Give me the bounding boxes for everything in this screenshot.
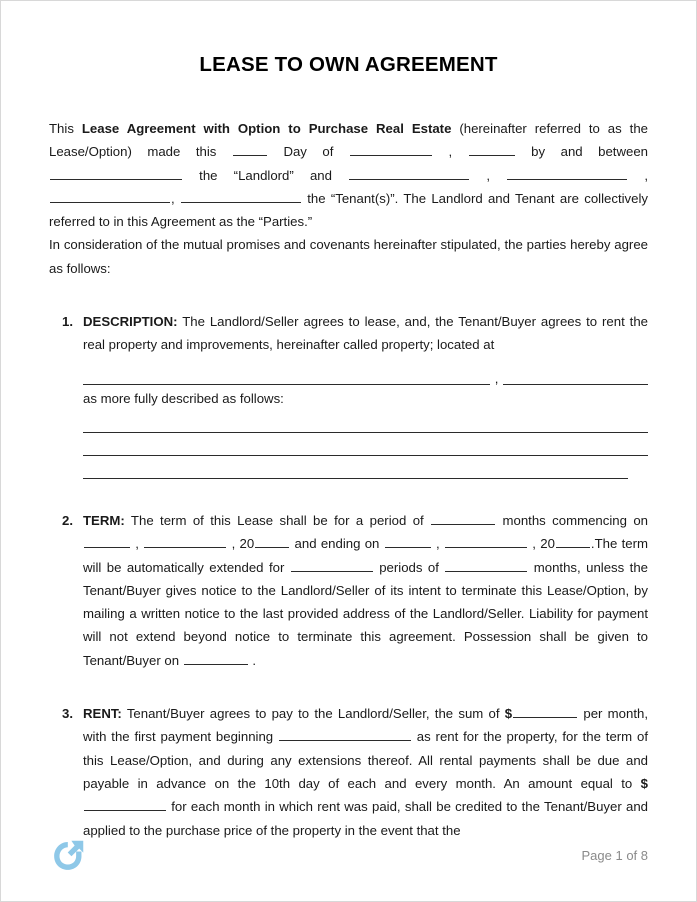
blank-year[interactable] xyxy=(469,143,515,156)
intro-paragraph xyxy=(49,117,648,233)
blank-property-city-state[interactable] xyxy=(503,371,648,385)
intro-by-between-label: by and between xyxy=(515,144,648,160)
blank-end-day[interactable] xyxy=(385,535,431,548)
page-number-label: Page 1 of 8 xyxy=(581,847,648,863)
external-link-circular-arrow-icon xyxy=(50,836,88,874)
term-text-1: The term of this Lease shall be for a period of xyxy=(124,512,431,528)
blank-extension-periods[interactable] xyxy=(291,559,373,572)
page-content xyxy=(1,1,696,901)
intro-comma-3: , xyxy=(628,167,648,183)
intro-comma-2: , xyxy=(470,167,507,183)
clause-rent xyxy=(49,702,648,842)
intro-landlord-label: the “Landlord” and xyxy=(183,167,349,183)
intro-tenant-label: the “Tenant(s)”. The Landlord and Tenant are collectively referred to in this Agreement as the “Parties.” xyxy=(49,190,648,230)
clause-description xyxy=(49,310,648,479)
term-text-5: and ending on xyxy=(290,536,384,552)
clause-body-2 xyxy=(83,509,648,672)
blank-credit-amount[interactable] xyxy=(84,798,166,811)
term-text-10: months, unless the Tenant/Buyer gives notice to the Landlord/Seller of its intent to terminate this Lease/Option, by mailing a written notice to the last provided address of the Landlord/Seller. Liability for payment will not extend beyond notice to terminate this agreement. Possession shall be given to Tenant/Buyer on xyxy=(83,559,648,668)
rent-text-1: Tenant/Buyer agrees to pay to the Landlord/Seller, the sum of xyxy=(121,706,505,722)
clause-term xyxy=(49,509,648,672)
address-blank-row xyxy=(83,371,648,385)
clause-number-1: 1. xyxy=(62,314,73,330)
clause-1-text: The Landlord/Seller agrees to lease, and, the Tenant/Buyer agrees to rent the real property and improvements, hereinafter called property; located at xyxy=(83,314,648,353)
blank-tenant-2[interactable] xyxy=(507,167,627,180)
intro-comma-4: , xyxy=(171,190,180,206)
rent-dollar-sign-2: $ xyxy=(640,775,648,791)
clause-number-2: 2. xyxy=(62,512,73,528)
intro-day-of-label: Day of xyxy=(267,144,349,160)
clause-heading-description: DESCRIPTION: xyxy=(83,314,178,330)
blank-tenant-3[interactable] xyxy=(50,190,170,203)
term-text-2: months commencing on xyxy=(496,512,648,528)
intro-comma-1: , xyxy=(432,144,468,160)
clause-heading-rent: RENT: xyxy=(83,706,122,722)
clause-heading-term: TERM: xyxy=(83,512,125,528)
blank-monthly-rent-amount[interactable] xyxy=(513,705,577,718)
description-line-1[interactable] xyxy=(83,432,648,433)
term-year-prefix-1: , 20 xyxy=(227,536,255,552)
blank-day-number[interactable] xyxy=(233,143,267,156)
address-comma: , xyxy=(494,370,499,386)
blank-start-year[interactable] xyxy=(255,535,289,548)
blank-start-day[interactable] xyxy=(84,535,130,548)
consideration-paragraph: In consideration of the mutual promises and covenants hereinafter stipulated, the parties hereby agree as follows: xyxy=(49,237,648,276)
term-text-8: .The term will be automatically extended for xyxy=(83,536,648,575)
description-line-3[interactable] xyxy=(83,478,628,479)
blank-tenant-1[interactable] xyxy=(349,167,469,180)
rent-text-4: for each month in which rent was paid, shall be credited to the Tenant/Buyer and applied to the purchase price of the property in the event that the xyxy=(83,799,648,838)
brand-logo[interactable] xyxy=(49,835,89,875)
rent-text-3: as rent for the property, for the term of this Lease/Option, and during any extensions thereof. All rental payments shall be due and payable in advance on the 10th day of each and every month. An amount equal to xyxy=(83,729,648,791)
blank-start-month[interactable] xyxy=(144,535,226,548)
clause-1-described-label: as more fully described as follows: xyxy=(83,390,284,406)
blank-first-payment-date[interactable] xyxy=(279,728,411,741)
term-comma-2: , xyxy=(431,536,444,552)
blank-landlord-name[interactable] xyxy=(50,167,182,180)
blank-tenant-4[interactable] xyxy=(181,190,301,203)
blank-month[interactable] xyxy=(350,143,432,156)
intro-block xyxy=(49,117,648,280)
clause-number-3: 3. xyxy=(62,706,73,722)
term-year-prefix-2: , 20 xyxy=(527,536,555,552)
blank-extension-months[interactable] xyxy=(445,559,527,572)
intro-bold-term: Lease Agreement with Option to Purchase Real Estate xyxy=(81,121,452,136)
term-text-9: periods of xyxy=(373,559,445,575)
page-title: LEASE TO OWN AGREEMENT xyxy=(199,53,498,76)
rent-text-2: per month, with the first payment beginning xyxy=(83,706,648,745)
blank-end-year[interactable] xyxy=(556,535,590,548)
blank-property-address[interactable] xyxy=(83,371,490,385)
term-comma-1: , xyxy=(131,536,144,552)
rent-dollar-sign-1: $ xyxy=(504,706,513,722)
clause-body-1 xyxy=(83,310,648,479)
clause-body-3 xyxy=(83,702,648,842)
intro-text-2: (hereinafter referred to as the Lease/Option) made this xyxy=(49,121,649,160)
page-footer xyxy=(49,835,648,875)
description-line-2[interactable] xyxy=(83,455,648,456)
intro-lead-text: This xyxy=(49,121,82,136)
blank-term-months[interactable] xyxy=(431,512,495,525)
term-text-11: . xyxy=(248,652,257,668)
blank-possession-date[interactable] xyxy=(184,652,248,665)
blank-end-month[interactable] xyxy=(445,535,527,548)
